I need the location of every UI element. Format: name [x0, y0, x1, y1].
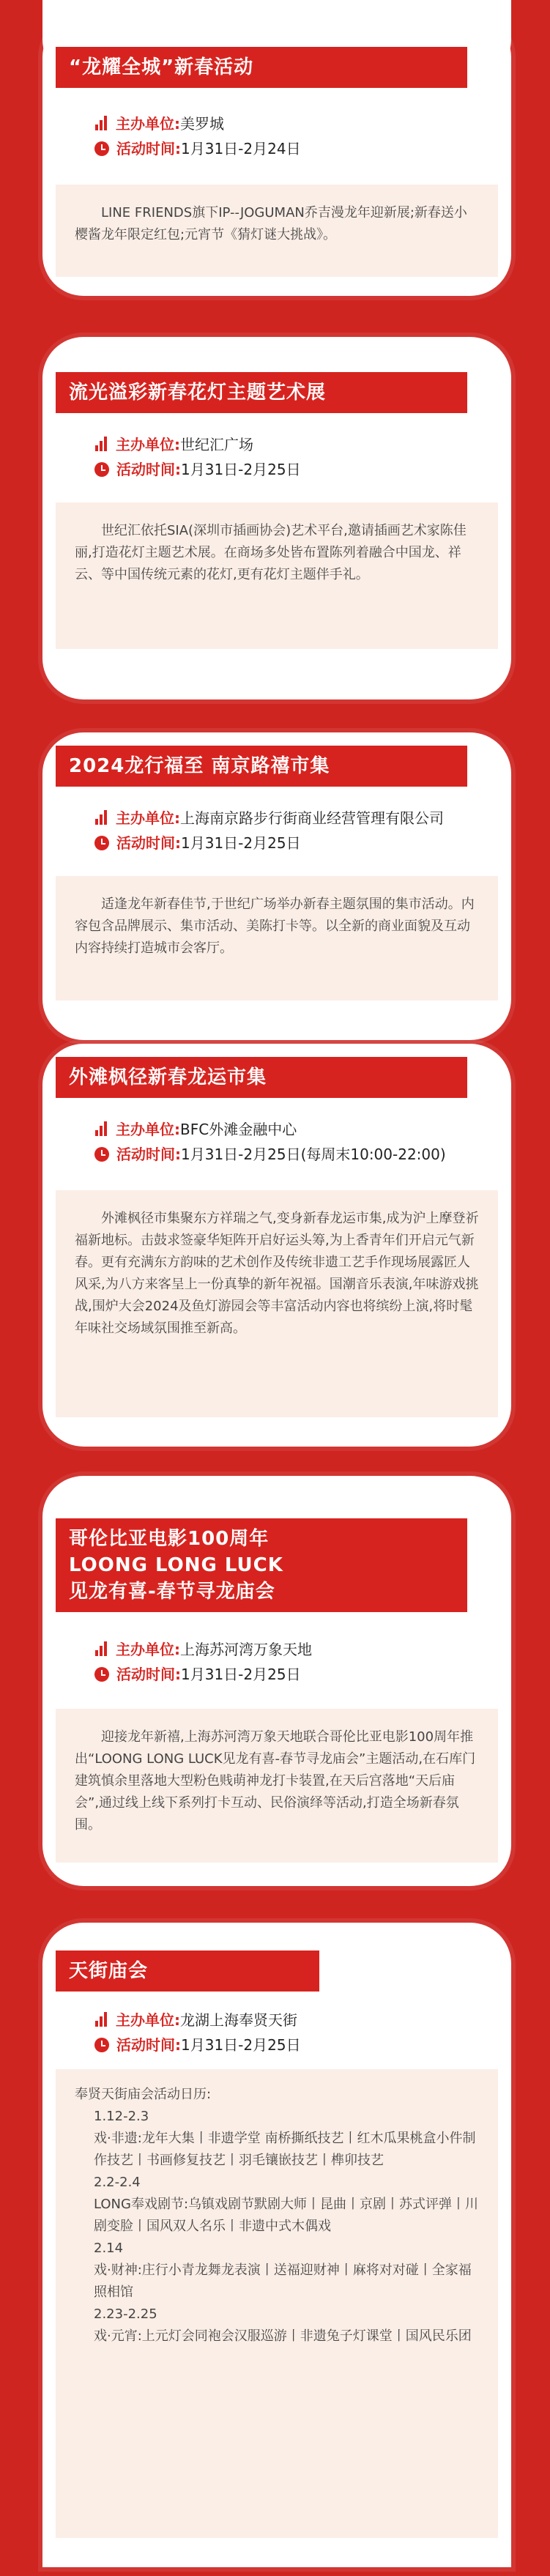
event-description — [56, 185, 498, 277]
event-card — [42, 1476, 511, 1886]
schedule-item: LONG奉戏剧节:乌镇戏剧节默剧大师丨昆曲丨京剧丨苏式评弹丨川剧变脸丨国风双人名乐丨非遗中式木偶戏 — [94, 2197, 479, 2234]
schedule-item: 戏·非遗:龙年大集丨非遗学堂 南桥撕纸技艺丨红木瓜果桃盒小件制作技艺丨书画修复技艺丨羽毛镶嵌技艺丨榫卯技艺 — [94, 2131, 476, 2168]
event-title: “龙耀全城”新春活动 — [56, 47, 467, 88]
description-text: 适逢龙年新春佳节,于世纪广场举办新春主题氛围的集市活动。内容包含品牌展示、集市活动、美陈打卡等。以全新的商业面貌及互动内容持续打造城市会客厅。 — [75, 897, 475, 956]
organizer-row — [94, 2008, 301, 2033]
time-label: 活动时间: — [116, 1146, 181, 1163]
time-label: 活动时间: — [116, 834, 181, 852]
event-description — [56, 1190, 498, 1417]
time-label: 活动时间: — [116, 1666, 181, 1683]
time-label: 活动时间: — [116, 461, 181, 478]
bar-chart-icon — [94, 2012, 110, 2028]
time-row — [94, 457, 301, 482]
organizer-label: 主办单位: — [116, 1121, 180, 1138]
bar-chart-icon — [94, 437, 110, 453]
event-title: 流光溢彩新春花灯主题艺术展 — [56, 372, 467, 413]
description-text: LINE FRIENDS旗下IP--JOGUMAN乔吉漫龙年迎新展;新春送小樱酱龙年限定红包;元宵节《猜灯谜大挑战》。 — [75, 205, 467, 242]
organizer-value: 上海苏河湾万象天地 — [180, 1641, 312, 1658]
organizer-label: 主办单位: — [116, 115, 180, 133]
event-description — [56, 876, 498, 1001]
description-text: 外滩枫径市集聚东方祥瑞之气,变身新春龙运市集,成为沪上摩登祈福新地标。击鼓求签豪华矩阵开启好运头筹,为上香青年们开启元气新春。更有充满东方韵味的艺术创作及传统非遗工艺手作现场展露匠人风采,为八方来客呈上一份真挚的新年祝福。国潮音乐表演,年味游戏挑战,围炉大会2024及鱼灯游园会等丰富活动内容也将缤纷上演,将时髦年味社交场域氛围推至新高。 — [75, 1211, 479, 1336]
event-title: 外滩枫径新春龙运市集 — [56, 1057, 467, 1098]
bar-chart-icon — [94, 810, 110, 826]
schedule-date: 1.12-2.3 — [94, 2109, 149, 2124]
event-title — [56, 1518, 467, 1612]
organizer-value: 美罗城 — [180, 115, 224, 133]
time-value: 1月31日-2月25日 — [181, 1666, 301, 1683]
event-title: 天街庙会 — [56, 1950, 319, 1992]
time-value: 1月31日-2月25日 — [181, 834, 301, 852]
schedule-date: 2.2-2.4 — [94, 2175, 141, 2190]
time-label: 活动时间: — [116, 140, 181, 157]
organizer-label: 主办单位: — [116, 1641, 180, 1658]
organizer-label: 主办单位: — [116, 436, 180, 453]
schedule-box — [56, 2069, 498, 2538]
event-info — [94, 1637, 312, 1687]
description-text: 迎接龙年新禧,上海苏河湾万象天地联合哥伦比亚电影100周年推出“LOONG LONG LUCK见龙有喜-春节寻龙庙会”主题活动,在石库门建筑慎余里落地大型粉色贱萌神龙打卡装置,在天后宫落地“天后庙会”,通过线上线下系列打卡互动、民俗演绎等活动,打造全场新春氛围。 — [75, 1729, 476, 1833]
schedule-date: 2.23-2.25 — [94, 2306, 157, 2322]
clock-icon — [94, 836, 109, 850]
schedule-date: 2.14 — [94, 2241, 124, 2256]
organizer-value: BFC外滩金融中心 — [180, 1121, 297, 1138]
time-value: 1月31日-2月25日 — [181, 2036, 301, 2054]
organizer-value: 龙湖上海奉贤天街 — [180, 2011, 297, 2029]
event-info — [94, 111, 301, 161]
time-value: 1月31日-2月24日 — [181, 140, 301, 157]
organizer-row — [94, 1117, 446, 1142]
event-card — [42, 337, 511, 699]
organizer-label: 主办单位: — [116, 809, 180, 827]
description-text: 世纪汇依托SIA(深圳市插画协会)艺术平台,邀请插画艺术家陈佳丽,打造花灯主题艺术展。在商场多处皆布置陈列着融合中国龙、祥云、等中国传统元素的花灯,更有花灯主题伴手礼。 — [75, 523, 467, 582]
event-info — [94, 806, 444, 855]
organizer-row — [94, 432, 301, 457]
event-info — [94, 2008, 301, 2057]
time-label: 活动时间: — [116, 2036, 181, 2054]
bar-chart-icon — [94, 116, 110, 132]
event-info — [94, 432, 301, 482]
clock-icon — [94, 462, 109, 477]
event-title-line: 见龙有喜-春节寻龙庙会 — [69, 1581, 275, 1603]
organizer-row — [94, 806, 444, 831]
event-card — [42, 1044, 511, 1447]
organizer-row — [94, 1637, 312, 1662]
time-value: 1月31日-2月25日(每周末10:00-22:00) — [181, 1146, 446, 1163]
organizer-value: 世纪汇广场 — [180, 436, 253, 453]
event-card — [42, 16, 511, 296]
event-card — [42, 732, 511, 1040]
event-card — [42, 1923, 511, 2567]
bar-chart-icon — [94, 1641, 110, 1658]
event-title-line: LOONG LONG LUCK — [69, 1554, 283, 1576]
schedule-item: 戏·财神:庄行小青龙舞龙表演丨送福迎财神丨麻将对对碰丨全家福照相馆 — [94, 2263, 472, 2300]
time-row — [94, 1142, 446, 1167]
organizer-value: 上海南京路步行街商业经营管理有限公司 — [180, 809, 444, 827]
time-value: 1月31日-2月25日 — [181, 461, 301, 478]
time-row — [94, 1662, 312, 1687]
clock-icon — [94, 1667, 109, 1682]
event-info — [94, 1117, 446, 1167]
time-row — [94, 2033, 301, 2057]
event-title-line: 哥伦比亚电影100周年 — [69, 1528, 270, 1550]
clock-icon — [94, 1147, 109, 1162]
time-row — [94, 831, 444, 855]
organizer-label: 主办单位: — [116, 2011, 180, 2029]
bar-chart-icon — [94, 1121, 110, 1137]
time-row — [94, 136, 301, 161]
schedule-item: 戏·元宵:上元灯会同袍会汉服巡游丨非遗兔子灯课堂丨国风民乐团 — [94, 2328, 472, 2344]
clock-icon — [94, 141, 109, 156]
organizer-row — [94, 111, 301, 136]
event-description — [56, 502, 498, 649]
schedule-title: 奉贤天街庙会活动日历: — [75, 2087, 212, 2102]
event-description — [56, 1709, 498, 1863]
clock-icon — [94, 2038, 109, 2052]
event-title: 2024龙行福至 南京路禧市集 — [56, 746, 467, 787]
